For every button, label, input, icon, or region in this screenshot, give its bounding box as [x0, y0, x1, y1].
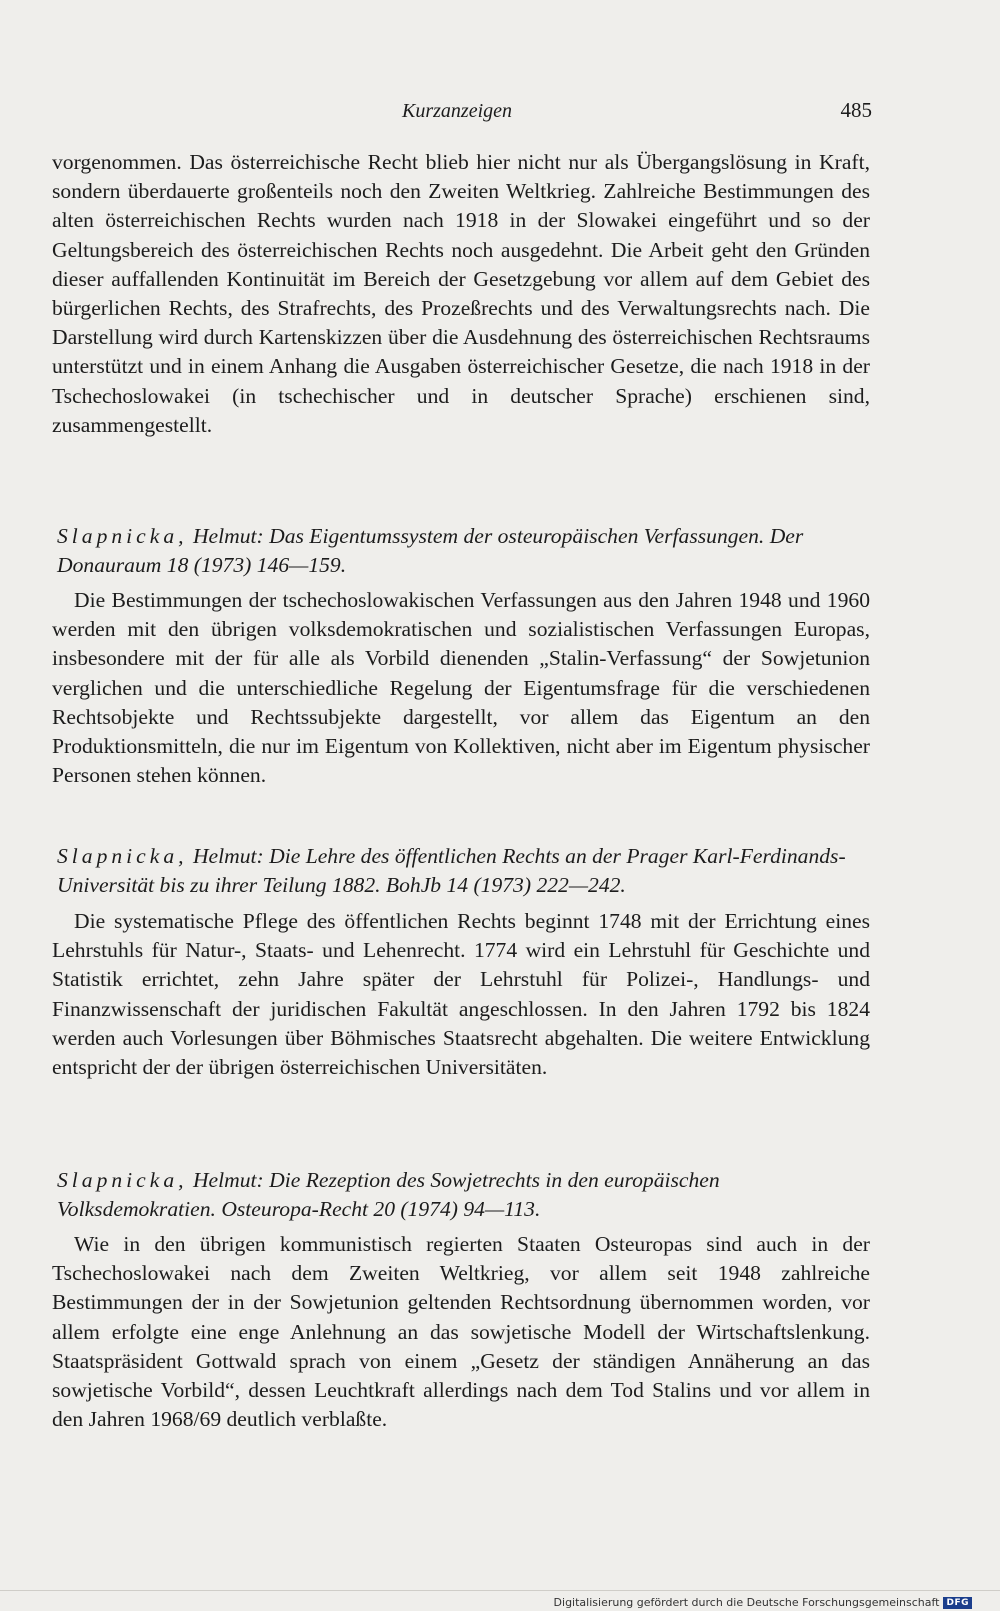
footer-divider — [0, 1590, 1000, 1591]
citation-title: Helmut: Das Eigentumssystem der osteuropäischen Verfassungen. Der Donauraum 18 (1973) 146—159. — [57, 524, 804, 577]
citation-heading — [57, 1166, 873, 1224]
review-paragraph — [52, 907, 870, 1082]
paragraph-text: Wie in den übrigen kommunistisch regierten Staaten Osteuropas sind auch in der Tschechoslowakei nach dem Zweiten Weltkrieg, vor allem seit 1948 zahlreiche Bestimmungen der in der Sowjetunion geltenden Rechtsordnung übernommen worden, vor allem erfolgte eine enge Anlehnung an das sowjetische Modell der Wirtschaftslenkung. Staatspräsident Gottwald sprach von einem „Gesetz der ständigen Annäherung an das sowjetische Vorbild“, dessen Leuchtkraft allerdings nach dem Tod Stalins und vor allem in den Jahren 1968/69 deutlich verblaßte. — [52, 1232, 870, 1432]
citation-heading — [57, 522, 873, 580]
dfg-logo: DFG — [943, 1597, 972, 1609]
review-paragraph — [52, 1230, 870, 1434]
citation-author: Slapnicka, — [57, 844, 188, 868]
running-title: Kurzanzeigen — [402, 100, 512, 122]
citation-title: Helmut: Die Lehre des öffentlichen Rechts an der Prager Karl-Ferdinands-Universität bis zu ihrer Teilung 1882. BohJb 14 (1973) 222—242. — [57, 844, 846, 897]
page-footer — [554, 1596, 972, 1609]
citation-author: Slapnicka, — [57, 524, 188, 548]
citation-heading — [57, 842, 873, 900]
footer-credit: Digitalisierung gefördert durch die Deutsche Forschungsgemeinschaft — [553, 1596, 940, 1609]
citation-author: Slapnicka, — [57, 1168, 188, 1192]
review-paragraph — [52, 586, 870, 790]
paragraph-text: vorgenommen. Das österreichische Recht blieb hier nicht nur als Übergangslösung in Kraft, sondern überdauerte großenteils noch den Zweiten Weltkrieg. Zahlreiche Bestimmungen des alten österreichischen Rechts wurden nach 1918 in der Slowakei eingeführt und so der Geltungsbereich des österreichischen Rechts noch ausgedehnt. Die Arbeit geht den Gründen dieser auffallenden Kontinuität im Bereich der Gesetzgebung vor allem auf dem Gebiet des bürgerlichen Rechts, des Strafrechts, des Prozeßrechts und des Verwaltungsrechts nach. Die Darstellung wird durch Kartenskizzen über die Ausdehnung des österreichischen Rechtsraums unterstützt und in einem Anhang die Ausgaben österreichischer Gesetze, die nach 1918 in der Tschechoslowakei (in tschechischer und in deutscher Sprache) erschienen sind, zusammengestellt. — [52, 150, 870, 437]
page-header — [52, 98, 872, 128]
paragraph-continuation — [52, 148, 870, 440]
citation-title: Helmut: Die Rezeption des Sowjetrechts in den europäischen Volksdemokratien. Osteuropa-Recht 20 (1974) 94—113. — [57, 1168, 720, 1221]
paragraph-text: Die Bestimmungen der tschechoslowakischen Verfassungen aus den Jahren 1948 und 1960 werden mit den übrigen volksdemokratischen und sozialistischen Verfassungen Europas, insbesondere mit der für alle als Vorbild dienenden „Stalin-Verfassung“ der Sowjetunion verglichen und die unterschiedliche Regelung der Eigentumsfrage für die verschiedenen Rechtsobjekte und Rechtssubjekte dargestellt, vor allem das Eigentum an den Produktionsmitteln, die nur im Eigentum von Kollektiven, nicht aber im Eigentum physischer Personen stehen können. — [52, 588, 870, 788]
page-number: 485 — [840, 98, 872, 122]
paragraph-text: Die systematische Pflege des öffentlichen Rechts beginnt 1748 mit der Errichtung eines Lehrstuhls für Natur-, Staats- und Lehenrecht. 1774 wird ein Lehrstuhl für Geschichte und Statistik errichtet, zehn Jahre später der Lehrstuhl für Polizei-, Handlungs- und Finanzwissenschaft der juridischen Fakultät angeschlossen. In den Jahren 1792 bis 1824 werden auch Vorlesungen über Böhmisches Staatsrecht abgehalten. Die weitere Entwicklung entspricht der der übrigen österreichischen Universitäten. — [52, 909, 870, 1080]
